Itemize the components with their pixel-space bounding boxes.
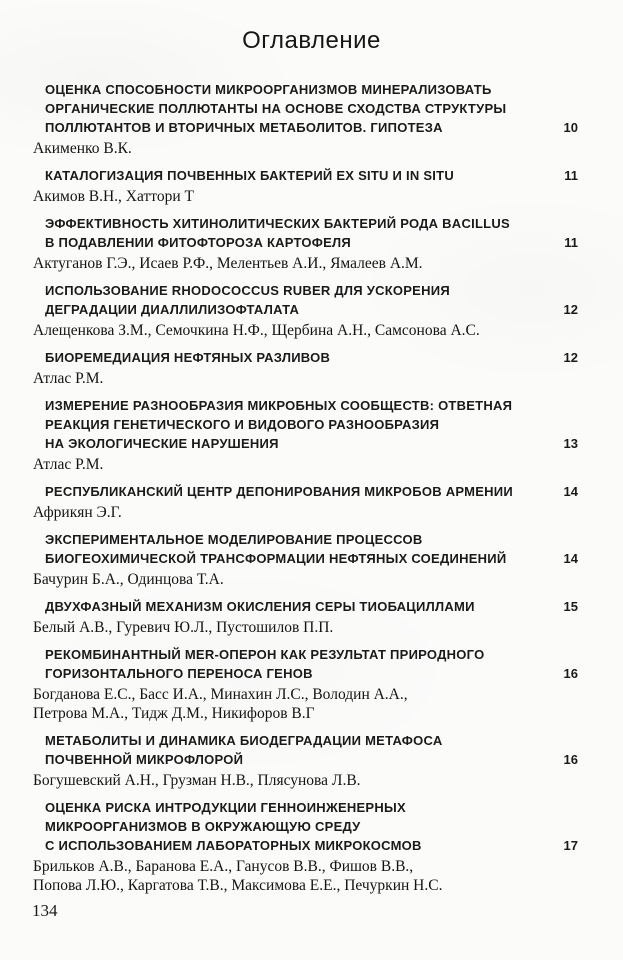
entry-title-line: РЕКОМБИНАНТНЫЙ MER-ОПЕРОН КАК РЕЗУЛЬТАТ ПРИРОДНОГО [45,647,485,662]
entry-page-number: 12 [563,350,578,365]
entry-author-line: Брильков А.В., Баранова Е.А., Ганусов В.В., Фишов В.В., [33,858,414,875]
entry-title [45,645,484,683]
entry-author-line: Бачурин Б.А., Одинцова Т.А. [33,571,224,588]
entry-title-line: ГОРИЗОНТАЛЬНОГО ПЕРЕНОСА ГЕНОВ [45,666,313,681]
entry-title [45,597,475,616]
entry-author-line: Африкян Э.Г. [33,504,122,521]
entry-authors [33,455,578,474]
entry-title-row [45,166,578,185]
entry-author-line: Акименко В.К. [33,140,132,157]
entry-author-line: Богданова Е.С., Басс И.А., Минахин Л.С., Володин А.А., [33,686,408,703]
entry-authors [33,618,578,637]
entry-authors [33,771,578,790]
toc-entry [33,645,578,723]
entry-title-row [45,482,578,501]
toc-entry [33,166,578,206]
entry-page-number: 17 [563,838,578,853]
entry-authors [33,321,578,340]
entry-page-number: 15 [563,599,578,614]
entry-title-row [45,731,578,769]
entry-title-line: ИЗМЕРЕНИЕ РАЗНООБРАЗИЯ МИКРОБНЫХ СООБЩЕСТВ: ОТВЕТНАЯ [45,398,513,413]
entry-author-line: Атлас Р.М. [33,456,104,473]
entry-title-row [45,798,578,855]
toc-entry [33,396,578,474]
entry-title-line: БИОРЕМЕДИАЦИЯ НЕФТЯНЫХ РАЗЛИВОВ [45,350,331,365]
entry-title-line: ЭКСПЕРИМЕНТАЛЬНОЕ МОДЕЛИРОВАНИЕ ПРОЦЕССОВ [45,532,423,547]
entry-title-line: МЕТАБОЛИТЫ И ДИНАМИКА БИОДЕГРАДАЦИИ МЕТАФОСА [45,733,443,748]
toc-entry [33,214,578,273]
entry-page-number: 10 [563,120,578,135]
entry-author-line: Белый А.В., Гуревич Ю.Л., Пустошилов П.П. [33,619,334,636]
entry-authors [33,254,578,273]
entry-title-line: БИОГЕОХИМИЧЕСКОЙ ТРАНСФОРМАЦИИ НЕФТЯНЫХ СОЕДИНЕНИЙ [45,551,507,566]
toc-entry [33,80,578,158]
entry-title-line: МИКРООРГАНИЗМОВ В ОКРУЖАЮЩУЮ СРЕДУ [45,819,361,834]
entry-author-line: Алещенкова З.М., Семочкина Н.Ф., Щербина А.Н., Самсонова А.С. [33,322,480,339]
entry-page-number: 14 [563,484,578,499]
page-title: Оглавление [242,27,381,54]
entry-title [45,214,510,252]
entry-title-line: КАТАЛОГИЗАЦИЯ ПОЧВЕННЫХ БАКТЕРИЙ EX SITU И IN SITU [45,168,454,183]
entry-title-line: ДЕГРАДАЦИИ ДИАЛЛИЛИЗОФТАЛАТА [45,302,300,317]
entry-title-line: ОРГАНИЧЕСКИЕ ПОЛЛЮТАНТЫ НА ОСНОВЕ СХОДСТВА СТРУКТУРЫ [45,101,507,116]
entry-author-line: Богушевский А.Н., Грузман Н.В., Плясунова Л.В. [33,772,361,789]
entry-page-number: 16 [563,666,578,681]
entry-title [45,281,450,319]
entry-title-row [45,80,578,137]
entry-title [45,482,513,501]
folio-page-number: 134 [32,901,58,920]
entry-authors [33,503,578,522]
toc-entry [33,731,578,790]
entry-authors [33,187,578,206]
entry-title [45,731,442,769]
entry-page-number: 11 [564,168,578,183]
entry-page-number: 11 [564,235,578,250]
entry-title [45,166,454,185]
entry-title-line: ДВУХФАЗНЫЙ МЕХАНИЗМ ОКИСЛЕНИЯ СЕРЫ ТИОБАЦИЛЛАМИ [45,599,475,614]
entry-page-number: 16 [563,752,578,767]
entry-title-line: НА ЭКОЛОГИЧЕСКИЕ НАРУШЕНИЯ [45,436,279,451]
toc-entries-list [33,80,578,903]
entry-page-number: 12 [563,302,578,317]
entry-author-line: Актуганов Г.Э., Исаев Р.Ф., Мелентьев А.И., Ямалеев А.М. [33,255,423,272]
toc-entry [33,281,578,340]
entry-author-line: Попова Л.Ю., Каргатова Т.В., Максимова Е.Е., Печуркин Н.С. [33,877,443,894]
entry-title-line: ПОЧВЕННОЙ МИКРОФЛОРОЙ [45,752,244,767]
entry-author-line: Атлас Р.М. [33,370,104,387]
entry-title-row [45,396,578,453]
entry-title-row [45,645,578,683]
entry-title-line: РЕСПУБЛИКАНСКИЙ ЦЕНТР ДЕПОНИРОВАНИЯ МИКРОБОВ АРМЕНИИ [45,484,513,499]
entry-title [45,80,506,137]
entry-author-line: Акимов В.Н., Хаттори Т [33,188,194,205]
toc-entry [33,348,578,388]
entry-title-line: ОЦЕНКА РИСКА ИНТРОДУКЦИИ ГЕННОИНЖЕНЕРНЫХ [45,800,406,815]
entry-title-row [45,214,578,252]
entry-author-line: Петрова М.А., Тидж Д.М., Никифоров В.Г [33,705,315,722]
toc-entry [33,530,578,589]
entry-authors [33,570,578,589]
entry-page-number: 13 [563,436,578,451]
entry-title-line: ЭФФЕКТИВНОСТЬ ХИТИНОЛИТИЧЕСКИХ БАКТЕРИЙ РОДА BACILLUS [45,216,510,231]
toc-entry [33,798,578,895]
entry-title-line: ПОЛЛЮТАНТОВ И ВТОРИЧНЫХ МЕТАБОЛИТОВ. ГИПОТЕЗА [45,120,443,135]
entry-title-row [45,281,578,319]
entry-title-line: РЕАКЦИЯ ГЕНЕТИЧЕСКОГО И ВИДОВОГО РАЗНООБРАЗИЯ [45,417,440,432]
entry-title [45,798,422,855]
entry-title-line: ОЦЕНКА СПОСОБНОСТИ МИКРООРГАНИЗМОВ МИНЕРАЛИЗОВАТЬ [45,82,492,97]
toc-entry [33,482,578,522]
entry-authors [33,139,578,158]
entry-title-row [45,348,578,367]
entry-title [45,348,330,367]
entry-authors [33,857,578,895]
entry-title-line: В ПОДАВЛЕНИИ ФИТОФТОРОЗА КАРТОФЕЛЯ [45,235,352,250]
entry-title-line: ИСПОЛЬЗОВАНИЕ RHODOCOCCUS RUBER ДЛЯ УСКОРЕНИЯ [45,283,450,298]
toc-entry [33,597,578,637]
entry-title-line: С ИСПОЛЬЗОВАНИЕМ ЛАБОРАТОРНЫХ МИКРОКОСМОВ [45,838,422,853]
entry-title-row [45,597,578,616]
entry-authors [33,369,578,388]
entry-title [45,396,512,453]
entry-page-number: 14 [563,551,578,566]
entry-authors [33,685,578,723]
entry-title-row [45,530,578,568]
entry-title [45,530,506,568]
